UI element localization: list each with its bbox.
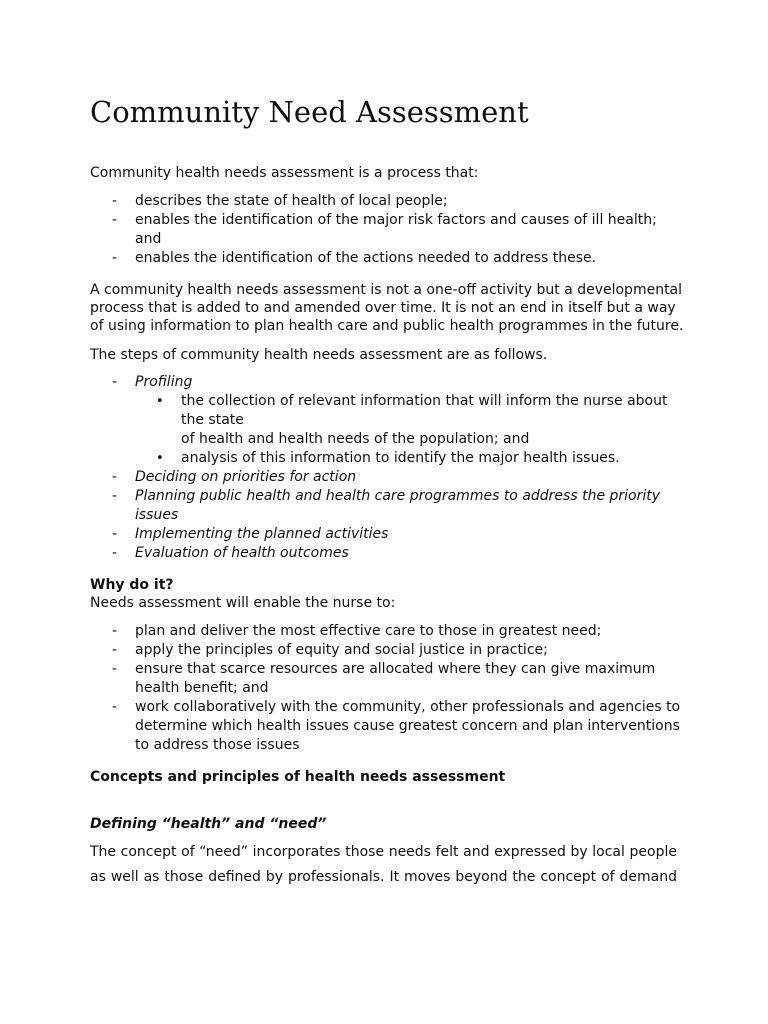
list-item: work collaboratively with the community, other professionals and agencies to: [135, 699, 681, 715]
step-deciding: Deciding on priorities for action: [135, 469, 357, 485]
document-title: Community Need Assessment: [90, 95, 529, 129]
why-heading: Why do it?: [90, 577, 174, 593]
list-dash: -: [112, 545, 118, 561]
list-item: describes the state of health of local people;: [135, 193, 448, 209]
concepts-heading: Concepts and principles of health needs assessment: [90, 769, 506, 785]
list-item-continuation: to address those issues: [135, 737, 300, 753]
bullet-marker: •: [156, 451, 164, 466]
step-profiling: Profiling: [135, 374, 193, 390]
step-evaluation: Evaluation of health outcomes: [135, 545, 349, 561]
list-item-continuation: and: [135, 231, 162, 247]
sub-list-item-continuation: the state: [181, 412, 244, 428]
list-item: plan and deliver the most effective care to those in greatest need;: [135, 623, 602, 639]
paragraph-line: as well as those defined by professionals. It moves beyond the concept of demand: [90, 869, 677, 885]
list-dash: -: [112, 374, 118, 390]
paragraph-line: The concept of “need” incorporates those needs felt and expressed by local people: [90, 844, 677, 860]
step-implementing: Implementing the planned activities: [135, 526, 389, 542]
list-dash: -: [112, 661, 118, 677]
bullet-marker: •: [156, 394, 164, 409]
list-item: enables the identification of the actions needed to address these.: [135, 250, 597, 266]
sub-list-item-continuation: of health and health needs of the population; and: [181, 431, 530, 447]
list-dash: -: [112, 642, 118, 658]
paragraph-line: of using information to plan health care and public health programmes in the future.: [90, 318, 684, 334]
paragraph-line: A community health needs assessment is not a one-off activity but a developmental: [90, 282, 683, 298]
list-dash: -: [112, 212, 118, 228]
list-item: enables the identification of the major risk factors and causes of ill health;: [135, 212, 657, 228]
list-item: apply the principles of equity and social justice in practice;: [135, 642, 548, 658]
list-dash: -: [112, 250, 118, 266]
step-planning-continuation: issues: [135, 507, 179, 523]
sub-list-item: the collection of relevant information that will inform the nurse about: [181, 393, 668, 409]
list-item: ensure that scarce resources are allocated where they can give maximum: [135, 661, 656, 677]
defining-heading: Defining “health” and “need”: [90, 816, 327, 832]
why-intro: Needs assessment will enable the nurse to:: [90, 595, 396, 611]
paragraph-line: process that is added to and amended over time. It is not an end in itself but a way: [90, 300, 676, 316]
step-planning: Planning public health and health care programmes to address the priority: [135, 488, 661, 504]
list-dash: -: [112, 526, 118, 542]
intro-text: Community health needs assessment is a process that:: [90, 165, 479, 181]
list-item-continuation: determine which health issues cause greatest concern and plan interventions: [135, 718, 680, 734]
list-dash: -: [112, 488, 118, 504]
list-dash: -: [112, 699, 118, 715]
list-dash: -: [112, 623, 118, 639]
list-item-continuation: health benefit; and: [135, 680, 269, 696]
list-dash: -: [112, 469, 118, 485]
list-dash: -: [112, 193, 118, 209]
sub-list-item: analysis of this information to identify the major health issues.: [181, 450, 620, 466]
steps-intro: The steps of community health needs assessment are as follows.: [90, 347, 548, 363]
